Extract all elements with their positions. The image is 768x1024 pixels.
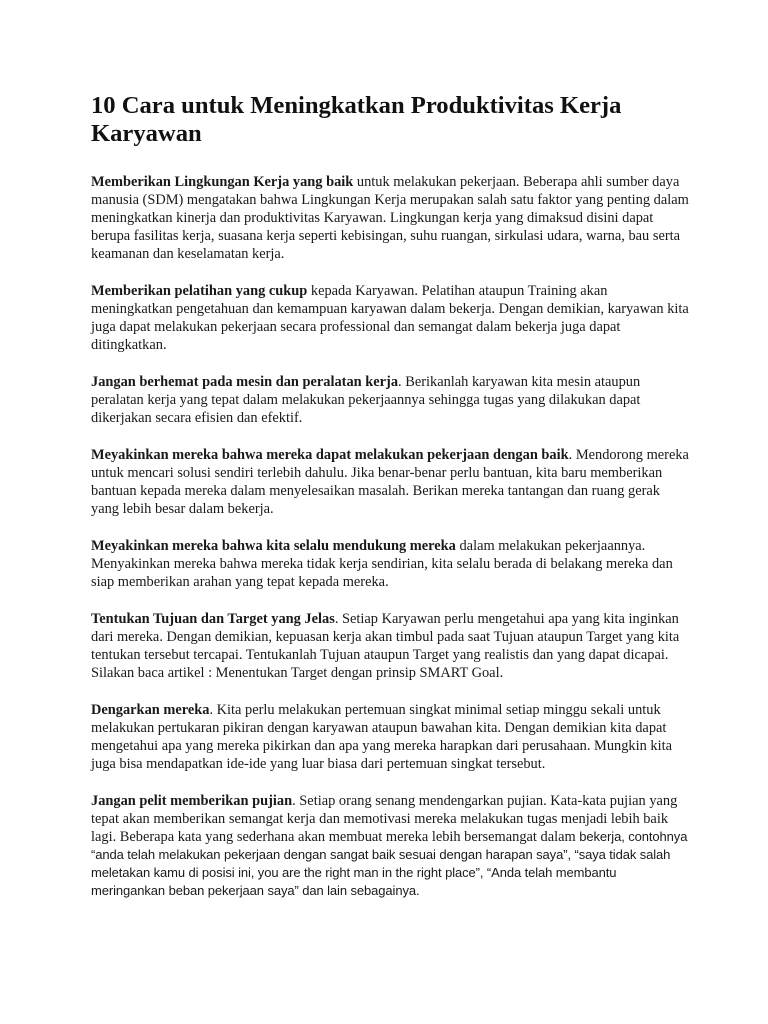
paragraph-body: . Setiap Karyawan perlu mengetahui apa yang kita inginkan dari mereka. Dengan demikian, kepuasan kerja akan timbul pada saat Tujuan ataupun Target yang kita tentukan tersebut tercapai. Tentukanlah Tujuan ataupun Target yang realistis dan yang dapat dicapai. Silakan baca artikel : Menentukan Target dengan prinsip SMART Goal.	[91, 611, 680, 681]
paragraph-body-quote: bekerja, contohnya “anda telah melakukan pekerjaan dengan sangat baik sesuai dengan harapan saya”, “saya tidak salah meletakan kamu di posisi ini, you are the right man in the right place”, “Anda telah membantu meringankan beban pekerjaan saya” dan lain sebagainya.	[91, 829, 688, 898]
paragraph-heading: Dengarkan mereka	[91, 702, 210, 718]
page-title: 10 Cara untuk Meningkatkan Produktivitas Kerja Karyawan	[91, 92, 622, 147]
paragraph-body: . Setiap orang senang mendengarkan pujian. Kata-kata pujian yang tepat akan memberikan semangat kerja dan memotivasi mereka melakukan tugas menjadi lebih baik lagi. Beberapa kata yang sederhana akan membuat mereka lebih bersemangat dalam	[91, 793, 678, 845]
paragraph-body: kepada Karyawan. Pelatihan ataupun Training akan meningkatkan pengetahuan dan kemampuan karyawan dalam bekerja. Dengan demikian, karyawan kita juga dapat melakukan pekerjaan secara professional dan semangat dalam bekerja juga dapat ditingkatkan.	[91, 283, 689, 353]
paragraph-heading: Meyakinkan mereka bahwa mereka dapat melakukan pekerjaan dengan baik	[91, 447, 569, 463]
paragraph-2	[91, 282, 691, 354]
paragraph-8	[91, 792, 691, 900]
paragraph-heading: Memberikan pelatihan yang cukup	[91, 283, 308, 299]
paragraph-4	[91, 446, 691, 518]
paragraph-3	[91, 373, 691, 427]
paragraph-heading: Jangan berhemat pada mesin dan peralatan kerja	[91, 374, 399, 390]
paragraph-7	[91, 701, 691, 773]
paragraph-6	[91, 610, 691, 682]
paragraph-heading: Tentukan Tujuan dan Target yang Jelas	[91, 611, 335, 627]
paragraph-body: dalam melakukan pekerjaannya. Menyakinkan mereka bahwa mereka tidak kerja sendirian, kita selalu berada di belakang mereka dan siap memberikan arahan yang tepat kepada mereka.	[91, 538, 673, 590]
paragraph-heading: Jangan pelit memberikan pujian	[91, 793, 293, 809]
paragraph-body: . Mendorong mereka untuk mencari solusi sendiri terlebih dahulu. Jika benar-benar perlu bantuan, kita baru memberikan bantuan kepada mereka dalam menyelesaikan masalah. Berikan mereka tantangan dan ruang gerak yang lebih besar dalam bekerja.	[91, 447, 689, 517]
paragraph-body: . Kita perlu melakukan pertemuan singkat minimal setiap minggu sekali untuk melakukan pertukaran pikiran dengan karyawan ataupun bawahan kita. Dengan demikian kita dapat mengetahui apa yang mereka pikirkan dan apa yang mereka harapkan dari perusahaan. Mungkin kita juga bisa mendapatkan ide-ide yang luar biasa dari pertemuan singkat tersebut.	[91, 702, 672, 772]
paragraph-body: untuk melakukan pekerjaan. Beberapa ahli sumber daya manusia (SDM) mengatakan bahwa Lingkungan Kerja merupakan salah satu faktor yang penting dalam meningkatkan kinerja dan produktivitas Karyawan. Lingkungan kerja yang dimaksud disini dapat berupa fasilitas kerja, suasana kerja seperti kebisingan, suhu ruangan, sirkulasi udara, warna, bau serta keamanan dan keselamatan kerja.	[91, 174, 689, 262]
paragraph-body: . Berikanlah karyawan kita mesin ataupun peralatan kerja yang tepat dalam melakukan pekerjaannya sehingga tugas yang dilakukan dapat dikerjakan secara efisien dan efektif.	[91, 374, 641, 426]
paragraph-heading: Memberikan Lingkungan Kerja yang baik	[91, 174, 354, 190]
paragraph-1	[91, 173, 691, 263]
paragraph-heading: Meyakinkan mereka bahwa kita selalu mendukung mereka	[91, 538, 456, 554]
paragraph-5	[91, 537, 691, 591]
document-page	[91, 92, 691, 919]
